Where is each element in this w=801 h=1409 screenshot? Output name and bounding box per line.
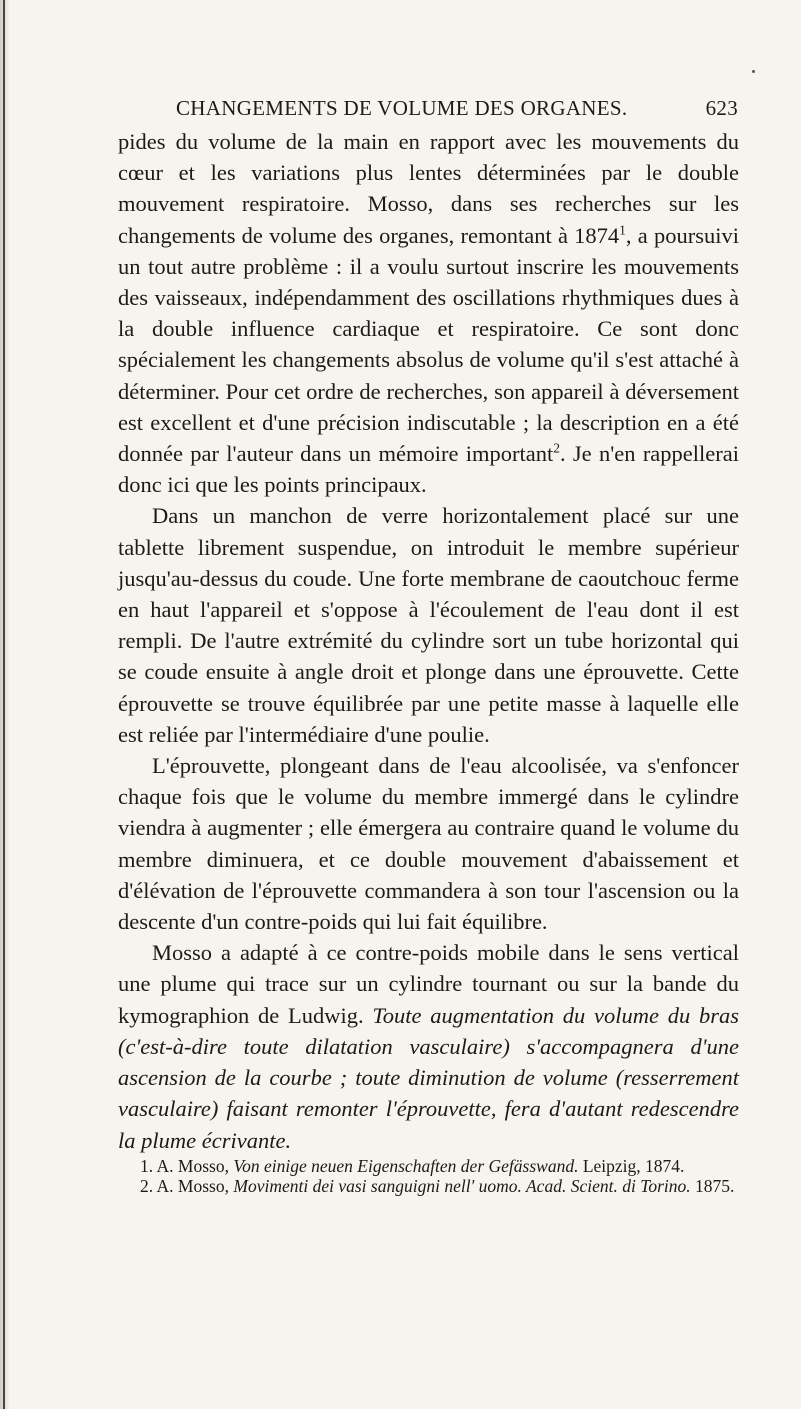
paragraph-1-part-b: , a poursuivi un tout autre problème : il a voulu surtout inscrire les mouvements des vaisseaux, indépendamment des oscillations rhythmiques dues à la double influence cardiaque et respiratoire. Ce sont donc spécialement les changements absolus de volume qu'il s'est attaché à déterminer. Pour cet ordre de recherches, son appareil à déversement est excellent et d'une précision indiscutable ; la description en a été donnée par l'auteur dans un mémoire important bbox=[118, 222, 739, 467]
footnote-2-number: 2. bbox=[140, 1176, 154, 1196]
footnote-ref-1: 1 bbox=[619, 222, 626, 238]
paragraph-1-part-a: pides du volume de la main en rapport avec les mouvements du cœur et les variations plus lentes déterminées par le double mouvement respiratoire. Mosso, dans ses recherches sur les changements de volume des organes, remontant à 1874 bbox=[118, 129, 739, 248]
footnote-2 bbox=[118, 1176, 739, 1196]
paragraph-1 bbox=[118, 126, 739, 500]
paragraph-4 bbox=[118, 937, 739, 1155]
footnote-1-title: Von einige neuen Eigenschaften der Gefässwand. bbox=[233, 1156, 579, 1176]
paragraph-4-italic: Toute augmentation du volume du bras (c'est-à-dire toute dilatation vasculaire) s'accompagnera d'une ascension de la courbe ; toute diminution de volume (resserrement vasculaire) faisant remonter l'éprouvette, fera d'autant redescendre la plume écrivante. bbox=[118, 1002, 739, 1153]
footnote-2-author: A. Mosso, bbox=[156, 1176, 229, 1196]
footnotes bbox=[118, 1156, 739, 1196]
ink-speck bbox=[752, 70, 755, 73]
page-edge-line bbox=[3, 0, 5, 1409]
paragraph-2: Dans un manchon de verre horizontalement placé sur une tablette librement suspendue, on introduit le membre supérieur jusqu'au-dessus du coude. Une forte membrane de caoutchouc ferme en haut l'appareil et s'oppose à l'écoulement de l'eau dont il est rempli. De l'autre extrémité du cylindre sort un tube horizontal qui se coude ensuite à angle droit et plonge dans une éprouvette. Cette éprouvette se trouve équilibrée par une petite masse à laquelle elle est reliée par l'intermédiaire d'une poulie. bbox=[118, 503, 739, 747]
footnote-1 bbox=[118, 1156, 739, 1176]
running-header bbox=[176, 96, 738, 121]
paragraph-4-part-a: Mosso a adapté à ce contre-poids mobile dans le sens vertical une plume qui trace sur un cylindre tournant ou sur la bande du kymographion de Ludwig. bbox=[118, 940, 739, 1028]
page-gutter-shadow bbox=[0, 0, 10, 1409]
paragraph-3: L'éprouvette, plongeant dans de l'eau alcoolisée, va s'enfoncer chaque fois que le volume du membre immergé dans le cylindre viendra à augmenter ; elle émergera au contraire quand le volume du membre diminuera, et ce double mouvement d'abaissement et d'élévation de l'éprouvette commandera à son tour l'ascension ou la descente d'un contre-poids qui lui fait équilibre. bbox=[118, 753, 739, 935]
main-text bbox=[118, 126, 739, 1156]
footnote-1-number: 1. bbox=[140, 1156, 154, 1176]
footnote-1-publication: Leipzig, 1874. bbox=[582, 1156, 685, 1176]
paragraph-1-part-c: . Je n'en rappellerai donc ici que les points principaux. bbox=[118, 441, 740, 498]
running-title: CHANGEMENTS DE VOLUME DES ORGANES. bbox=[176, 96, 628, 120]
footnote-ref-2: 2 bbox=[553, 440, 560, 456]
page-number: 623 bbox=[705, 96, 738, 120]
footnote-2-year: 1875. bbox=[695, 1176, 735, 1196]
footnote-1-author: A. Mosso, bbox=[156, 1156, 229, 1176]
footnote-2-title: Movimenti dei vasi sanguigni nell' uomo. Acad. Scient. di Torino. bbox=[233, 1176, 691, 1196]
